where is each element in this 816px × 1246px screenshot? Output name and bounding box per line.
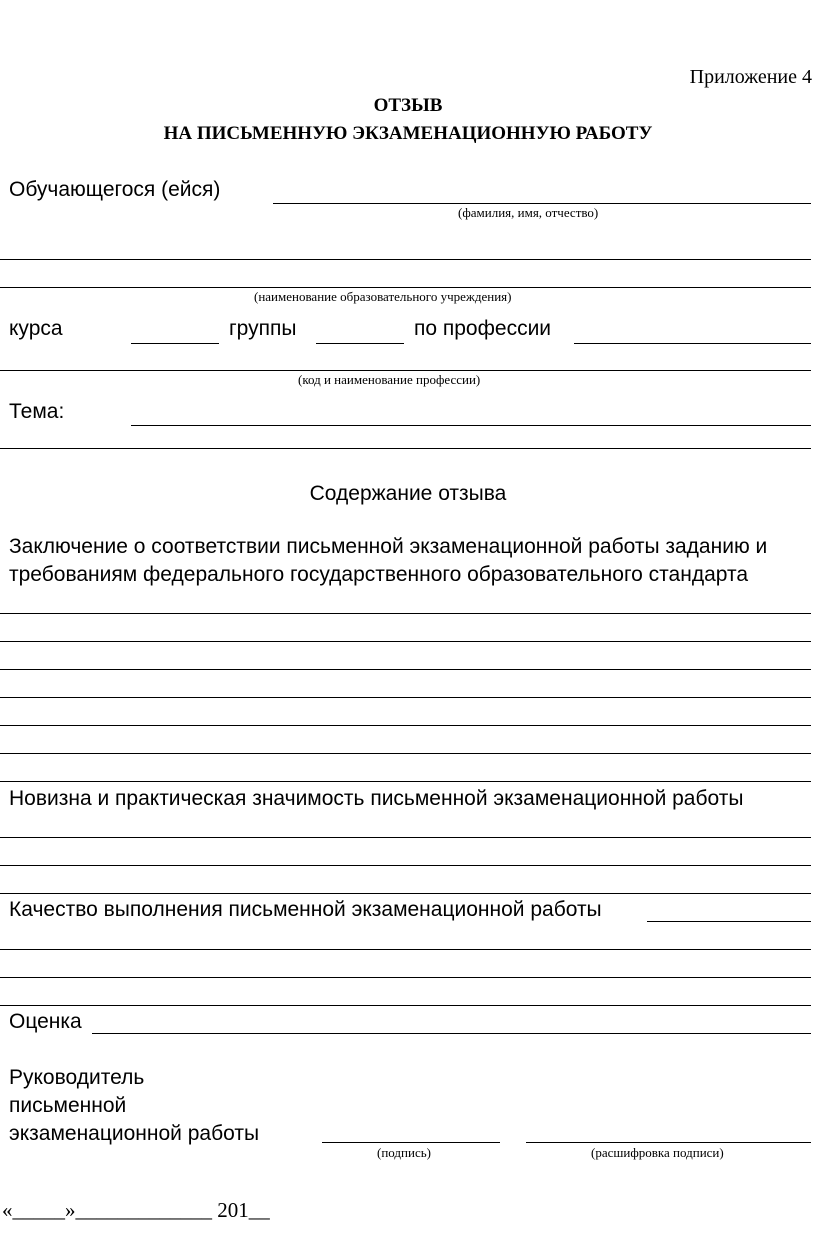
fio-caption: (фамилия, имя, отчество): [458, 205, 599, 220]
supervisor-label-line1: Руководитель: [9, 1066, 145, 1089]
signature-caption: (подпись): [377, 1145, 431, 1160]
profession-caption: (код и наименование профессии): [298, 372, 481, 387]
conclusion-line[interactable]: [0, 613, 811, 614]
signature-field[interactable]: [322, 1142, 500, 1143]
quality-line[interactable]: [0, 949, 811, 950]
profession-line-2[interactable]: [0, 370, 811, 371]
topic-label: Тема:: [9, 400, 65, 423]
novelty-line[interactable]: [0, 837, 811, 838]
quality-line[interactable]: [0, 977, 811, 978]
conclusion-line[interactable]: [0, 753, 811, 754]
conclusion-line[interactable]: [0, 669, 811, 670]
course-label: курса: [9, 317, 63, 340]
topic-field[interactable]: [131, 425, 811, 426]
quality-field[interactable]: [647, 921, 811, 922]
group-label: группы: [229, 317, 297, 340]
content-heading: Содержание отзыва: [309, 482, 507, 505]
conclusion-line[interactable]: [0, 781, 811, 782]
conclusion-line[interactable]: [0, 641, 811, 642]
supervisor-label-line3: экзаменационной работы: [9, 1122, 260, 1145]
institution-caption: (наименование образовательного учреждения): [254, 289, 512, 304]
supervisor-label-line2: письменной: [9, 1094, 127, 1117]
novelty-line[interactable]: [0, 865, 811, 866]
conclusion-label-line1: Заключение о соответствии письменной экзаменационной работы заданию и: [9, 535, 768, 558]
conclusion-label-line2: требованиям федерального государственного образовательного стандарта: [9, 563, 749, 586]
student-label: Обучающегося (ейся): [9, 178, 221, 201]
topic-line-2[interactable]: [0, 448, 811, 449]
course-field[interactable]: [131, 343, 219, 344]
document-title: ОТЗЫВ: [373, 95, 443, 116]
quality-label: Качество выполнения письменной экзаменационной работы: [9, 898, 602, 921]
signature-decode-caption: (расшифровка подписи): [591, 1145, 724, 1160]
novelty-label: Новизна и практическая значимость письменной экзаменационной работы: [9, 787, 744, 810]
student-name-field[interactable]: [273, 203, 811, 204]
signature-decode-field[interactable]: [526, 1142, 811, 1143]
grade-field[interactable]: [92, 1033, 811, 1034]
appendix-label: Приложение 4: [689, 66, 812, 88]
student-name-line-2[interactable]: [0, 259, 811, 260]
document-subtitle: НА ПИСЬМЕННУЮ ЭКЗАМЕНАЦИОННУЮ РАБОТУ: [163, 123, 653, 144]
novelty-line[interactable]: [0, 893, 811, 894]
institution-field[interactable]: [0, 287, 811, 288]
profession-field[interactable]: [574, 343, 811, 344]
conclusion-line[interactable]: [0, 697, 811, 698]
quality-line[interactable]: [0, 1005, 811, 1006]
grade-label: Оценка: [9, 1010, 82, 1033]
profession-label: по профессии: [414, 317, 552, 340]
group-field[interactable]: [316, 343, 404, 344]
conclusion-line[interactable]: [0, 725, 811, 726]
date-field[interactable]: «_____»_____________ 201__: [2, 1198, 270, 1222]
